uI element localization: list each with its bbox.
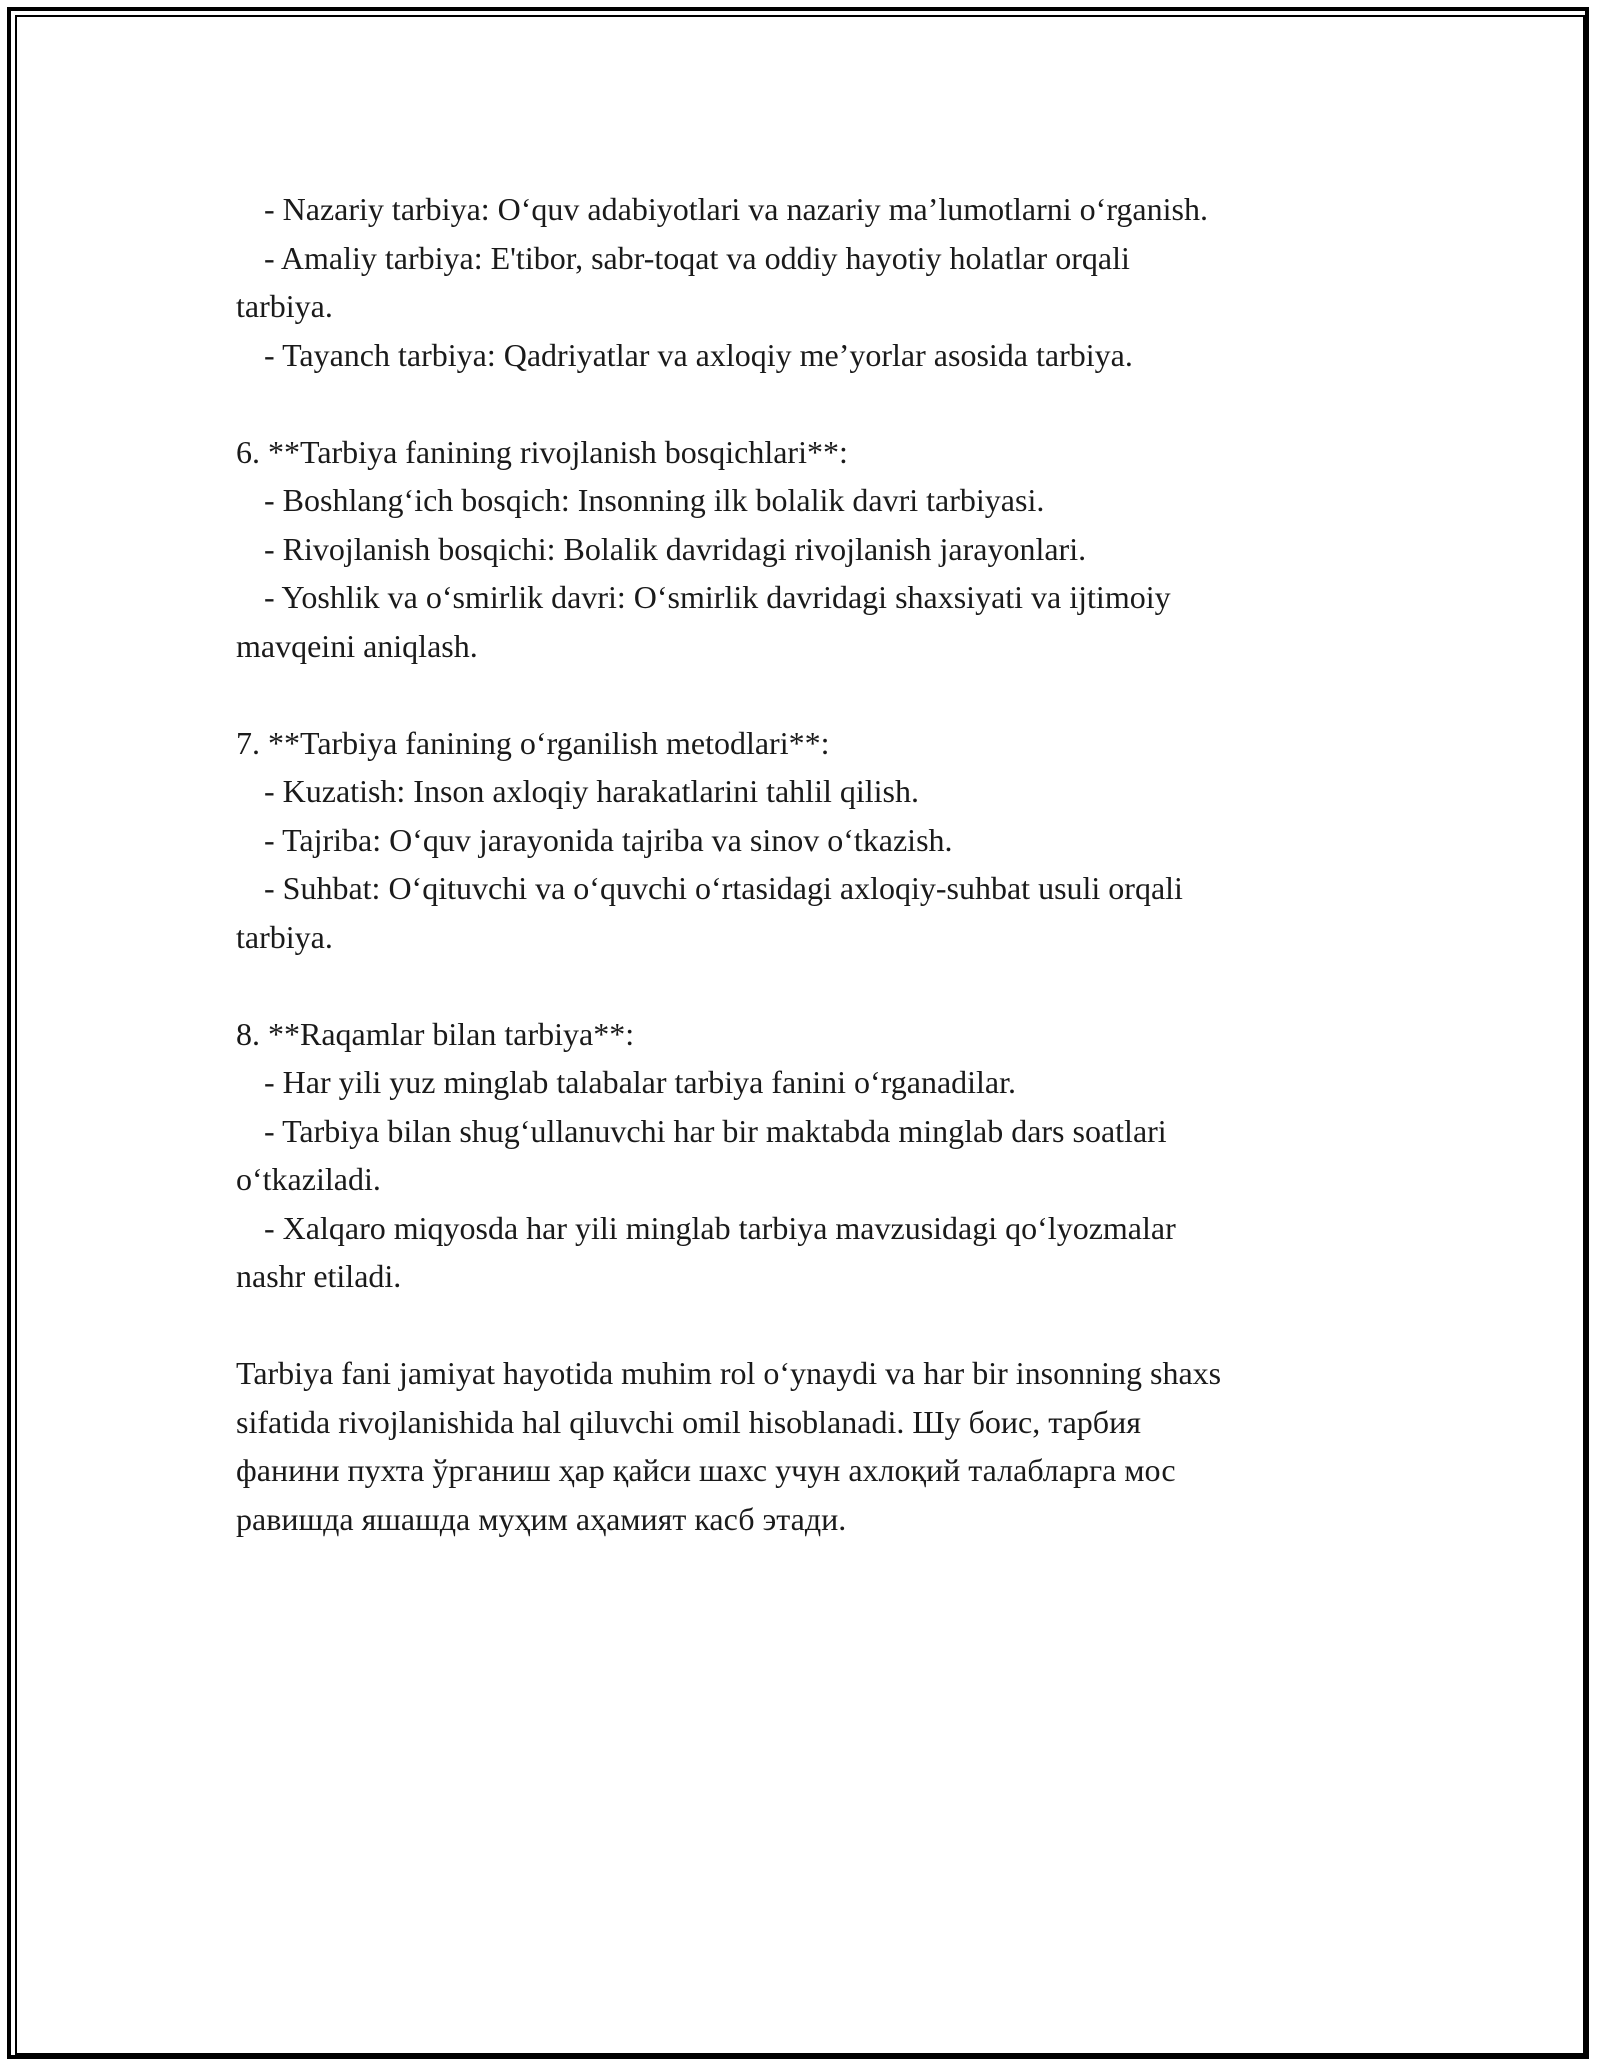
section-6-heading: 6. **Tarbiya fanining rivojlanish bosqichlari**: (236, 433, 848, 470)
conclusion-line-4: равишда яшашда муҳим аҳамият касб этади. (236, 1500, 847, 1537)
section-7-item-suhbat-wrap: tarbiya. (236, 918, 333, 955)
conclusion-line-3: фанини пухта ўрганиш ҳар қайси шахс учун ахлоқий талабларга мос (236, 1452, 1176, 1488)
section-7-heading: 7. **Tarbiya fanining o‘rganilish metodlari**: (236, 724, 830, 761)
section-8-item-xalqaro-wrap: nashr etiladi. (236, 1258, 402, 1294)
section-6-item-yoshlik-wrap: mavqeini aniqlash. (236, 627, 478, 664)
document-body (236, 185, 1386, 1543)
section-5-item-tayanch: - Tayanch tarbiya: Qadriyatlar va axloqiy me’yorlar asosida tarbiya. (264, 336, 1133, 373)
section-7-item-kuzatish: - Kuzatish: Inson axloqiy harakatlarini tahlil qilish. (264, 773, 919, 809)
conclusion-line-1: Tarbiya fani jamiyat hayotida muhim rol o‘ynaydi va har bir insonning shaxs (236, 1355, 1222, 1391)
paragraph-spacer (236, 961, 1386, 1010)
section-5-item-amaliy: - Amaliy tarbiya: E'tibor, sabr-toqat va oddiy hayotiy holatlar orqali (264, 239, 1130, 276)
conclusion-line-2: sifatida rivojlanishida hal qiluvchi omil hisoblanadi. Шу боис, тарбия (236, 1403, 1141, 1440)
section-8-item-maktab: - Tarbiya bilan shug‘ullanuvchi har bir maktabda minglab dars soatlari (264, 1112, 1167, 1149)
section-5-item-nazariy: - Nazariy tarbiya: O‘quv adabiyotlari va nazariy ma’lumotlarni o‘rganish. (264, 191, 1208, 227)
section-8-heading: 8. **Raqamlar bilan tarbiya**: (236, 1015, 635, 1052)
section-8-item-talabalar: - Har yili yuz minglab talabalar tarbiya fanini o‘rganadilar. (264, 1064, 1017, 1100)
section-7-item-suhbat: - Suhbat: O‘qituvchi va o‘quvchi o‘rtasidagi axloqiy-suhbat usuli orqali (264, 870, 1183, 906)
section-6-item-rivojlanish: - Rivojlanish bosqichi: Bolalik davridagi rivojlanish jarayonlari. (264, 530, 1087, 567)
section-6-item-yoshlik: - Yoshlik va o‘smirlik davri: O‘smirlik davridagi shaxsiyati va ijtimoiy (264, 579, 1171, 615)
section-5-item-amaliy-wrap: tarbiya. (236, 288, 333, 324)
paragraph-spacer (236, 1301, 1386, 1350)
section-6-item-boshlangich: - Boshlang‘ich bosqich: Insonning ilk bolalik davri tarbiyasi. (264, 482, 1045, 518)
section-8-item-maktab-wrap: o‘tkaziladi. (236, 1161, 381, 1197)
section-7-item-tajriba: - Tajriba: O‘quv jarayonida tajriba va sinov o‘tkazish. (264, 821, 953, 858)
paragraph-spacer (236, 670, 1386, 719)
section-8-item-xalqaro: - Xalqaro miqyosda har yili minglab tarbiya mavzusidagi qo‘lyozmalar (264, 1209, 1176, 1246)
paragraph-spacer (236, 379, 1386, 428)
